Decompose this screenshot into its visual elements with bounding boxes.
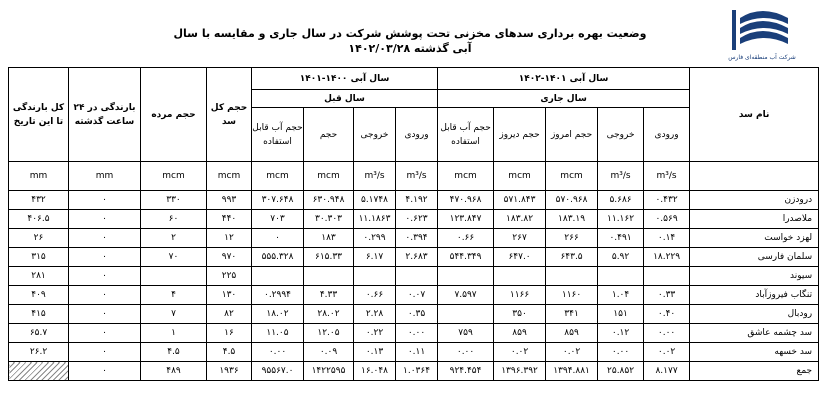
cell-name: سد خسهه [690, 343, 819, 362]
table-row [9, 343, 819, 362]
cell-p_vol: ۳۰.۳۰۳ [304, 210, 354, 229]
cell-p_vol: ۴.۳۳ [304, 286, 354, 305]
cell-dead: ۷ [141, 305, 207, 324]
cell-dead: ۴ [141, 286, 207, 305]
total-rain-header: کل بارندگی تا این تاریخ [9, 68, 69, 162]
cell-c_vyest: ۵۷۱.۸۴۳ [494, 191, 546, 210]
total-c-vyest: ۱۳۹۶.۳۹۲ [494, 362, 546, 381]
cell-p_usable: ۰ [252, 229, 304, 248]
report-title [170, 26, 650, 56]
cell-p_usable: ۰.۰۰ [252, 343, 304, 362]
cell-c_usable [438, 305, 494, 324]
cell-c_vtoday: ۲۶۶ [546, 229, 598, 248]
cell-p_usable: ۳۰۷.۶۴۸ [252, 191, 304, 210]
cell-total: ۲۲۵ [207, 267, 252, 286]
cur-inflow-header: ورودی [644, 108, 690, 162]
cell-c_vyest [494, 267, 546, 286]
cell-c_out [598, 267, 644, 286]
cell-c_in: ۰.۱۴ [644, 229, 690, 248]
cell-c_in: ۱۸.۲۲۹ [644, 248, 690, 267]
total-dead: ۴۸۹ [141, 362, 207, 381]
total-label: جمع [690, 362, 819, 381]
table-row [9, 210, 819, 229]
cur-usable-header: حجم آب قابل استفاده [438, 108, 494, 162]
cell-c_vyest: ۳۵۰ [494, 305, 546, 324]
cell-c_in [644, 267, 690, 286]
cell-name: درودزن [690, 191, 819, 210]
logo-caption: شرکت آب منطقه‌ای فارس [728, 54, 796, 61]
prev-usable-header: حجم آب قابل استفاده [252, 108, 304, 162]
cell-dead [141, 267, 207, 286]
dam-status-table [8, 67, 819, 381]
table-row [9, 248, 819, 267]
total-c-usable: ۹۲۴.۴۵۴ [438, 362, 494, 381]
cell-name: تنگاب فیروزآباد [690, 286, 819, 305]
cell-total: ۴۴۰ [207, 210, 252, 229]
unit-mcm: mcm [141, 162, 207, 191]
cur-outflow-header: خروجی [598, 108, 644, 162]
previous-year-sub-header: سال قبل [252, 90, 438, 108]
cell-rain24: ۰ [69, 191, 141, 210]
cell-c_vtoday [546, 267, 598, 286]
cell-c_vtoday: ۰.۰۲ [546, 343, 598, 362]
cell-p_out: ۰.۲۲ [354, 324, 396, 343]
cell-c_vtoday: ۱۸۳.۱۹ [546, 210, 598, 229]
cell-c_vtoday: ۵۷۰.۹۶۸ [546, 191, 598, 210]
cell-name: سیوند [690, 267, 819, 286]
cell-p_in [396, 267, 438, 286]
cell-p_usable: ۵۵۵.۳۲۸ [252, 248, 304, 267]
table-row [9, 324, 819, 343]
cell-p_vol: ۰.۰۹ [304, 343, 354, 362]
cell-c_out: ۵.۹۲ [598, 248, 644, 267]
cell-c_usable: ۵۴۴.۳۴۹ [438, 248, 494, 267]
cell-p_vol: ۱۲.۰۵ [304, 324, 354, 343]
cell-total: ۱۳۰ [207, 286, 252, 305]
cell-p_out: ۱۱.۱۸۶۳ [354, 210, 396, 229]
cell-p_vol: ۶۱۵.۳۳ [304, 248, 354, 267]
cell-total: ۴.۵ [207, 343, 252, 362]
cell-c_in: ۰.۴۰ [644, 305, 690, 324]
cell-c_vtoday: ۱۱۶۰ [546, 286, 598, 305]
total-p-usable: ۹۵۵۶۷.۰ [252, 362, 304, 381]
dam-name-header: نام سد [690, 68, 819, 162]
cell-c_out: ۵.۶۸۶ [598, 191, 644, 210]
cell-p_usable: ۱۸.۰۲ [252, 305, 304, 324]
cell-c_out: ۰.۰۰ [598, 343, 644, 362]
cell-p_out: ۰.۶۶ [354, 286, 396, 305]
cell-dead: ۶۰ [141, 210, 207, 229]
unit-m3s: m³/s [644, 162, 690, 191]
unit-empty [690, 162, 819, 191]
cell-c_usable: ۷۵۹ [438, 324, 494, 343]
cell-c_in: ۰.۴۳۲ [644, 191, 690, 210]
cell-p_out: ۵.۱۷۴۸ [354, 191, 396, 210]
table-row [9, 267, 819, 286]
total-total: ۱۹۳۶ [207, 362, 252, 381]
cell-name: سلمان فارسی [690, 248, 819, 267]
cell-dead: ۷۰ [141, 248, 207, 267]
prev-inflow-header: ورودی [396, 108, 438, 162]
cell-p_vol [304, 267, 354, 286]
cell-p_in: ۰.۰۷ [396, 286, 438, 305]
cell-p_out: ۶.۱۷ [354, 248, 396, 267]
total-c-in: ۸.۱۷۷ [644, 362, 690, 381]
cell-name: رودبال [690, 305, 819, 324]
total-rain-hatch [9, 362, 69, 381]
total-row [9, 362, 819, 381]
table-row [9, 229, 819, 248]
cell-rain24: ۰ [69, 343, 141, 362]
cell-rain24: ۰ [69, 229, 141, 248]
cell-c_out: ۱۱.۱۶۲ [598, 210, 644, 229]
cell-c_vtoday: ۸۵۹ [546, 324, 598, 343]
total-rain24: ۰ [69, 362, 141, 381]
unit-mcm: mcm [438, 162, 494, 191]
cell-rain24: ۰ [69, 305, 141, 324]
cell-c_usable: ۷.۵۹۷ [438, 286, 494, 305]
table-row [9, 191, 819, 210]
cell-p_usable: ۰.۲۹۹۴ [252, 286, 304, 305]
unit-mcm: mcm [252, 162, 304, 191]
cell-total: ۱۶ [207, 324, 252, 343]
cell-dead: ۳۳۰ [141, 191, 207, 210]
cell-p_usable: ۱۱.۰۵ [252, 324, 304, 343]
cell-name: ملاصدرا [690, 210, 819, 229]
unit-mm: mm [69, 162, 141, 191]
cell-c_usable: ۰.۰۰ [438, 343, 494, 362]
cell-c_out: ۱۵۱ [598, 305, 644, 324]
cell-c_usable: ۰.۶۶ [438, 229, 494, 248]
cell-c_in: ۰.۰۰ [644, 324, 690, 343]
cell-c_out: ۰.۱۲ [598, 324, 644, 343]
total-c-out: ۲۵.۸۵۲ [598, 362, 644, 381]
cell-rain: ۴۰۶.۵ [9, 210, 69, 229]
unit-mcm: mcm [546, 162, 598, 191]
cell-p_in: ۰.۳۹۴ [396, 229, 438, 248]
dead-volume-header: حجم مرده [141, 68, 207, 162]
cell-rain: ۲۶.۲ [9, 343, 69, 362]
table-row [9, 305, 819, 324]
cell-rain24: ۰ [69, 324, 141, 343]
report-title-line1: وضعیت بهره برداری سدهای مخزنی تحت پوشش شرکت در سال جاری و مقایسه با سال آبی گذشته ۱۴۰۲/۰۳/۲۸ [173, 27, 647, 55]
total-p-vol: ۱۴۲۲۵۹۵ [304, 362, 354, 381]
cur-vol-yesterday-header: حجم دیروز [494, 108, 546, 162]
total-p-out: ۱۶.۰۴۸ [354, 362, 396, 381]
cell-rain24: ۰ [69, 286, 141, 305]
cell-name: لهزد خواست [690, 229, 819, 248]
current-year-group-header: سال آبی ۱۴۰۱-۱۴۰۲ [438, 68, 690, 90]
cell-c_vyest: ۸۵۹ [494, 324, 546, 343]
prev-outflow-header: خروجی [354, 108, 396, 162]
cur-vol-today-header: حجم امروز [546, 108, 598, 162]
cell-rain: ۶۵.۷ [9, 324, 69, 343]
current-year-sub-header: سال جاری [438, 90, 690, 108]
unit-m3s: m³/s [354, 162, 396, 191]
cell-c_usable: ۴۷۰.۹۶۸ [438, 191, 494, 210]
cell-p_out: ۰.۲۹۹ [354, 229, 396, 248]
cell-rain: ۴۱۵ [9, 305, 69, 324]
unit-m3s: m³/s [598, 162, 644, 191]
cell-p_out [354, 267, 396, 286]
cell-c_usable: ۱۲۳.۸۴۷ [438, 210, 494, 229]
cell-total: ۸۲ [207, 305, 252, 324]
cell-total: ۹۹۳ [207, 191, 252, 210]
cell-p_usable: ۷۰۳ [252, 210, 304, 229]
cell-c_in: ۰.۵۶۹ [644, 210, 690, 229]
unit-mm: mm [9, 162, 69, 191]
cell-c_vyest: ۱۱۶۶ [494, 286, 546, 305]
cell-p_vol: ۶۳۰.۹۴۸ [304, 191, 354, 210]
total-dam-volume-header: حجم کل سد [207, 68, 252, 162]
prev-volume-header: حجم [304, 108, 354, 162]
cell-dead: ۲ [141, 229, 207, 248]
rain-24h-header: بارندگی در ۲۴ ساعت گذشته [69, 68, 141, 162]
cell-total: ۱۲ [207, 229, 252, 248]
cell-p_usable [252, 267, 304, 286]
cell-dead: ۴.۵ [141, 343, 207, 362]
unit-mcm: mcm [494, 162, 546, 191]
cell-c_out: ۱.۰۴ [598, 286, 644, 305]
cell-rain: ۲۸۱ [9, 267, 69, 286]
cell-rain: ۴۳۲ [9, 191, 69, 210]
cell-rain24: ۰ [69, 267, 141, 286]
cell-rain24: ۰ [69, 210, 141, 229]
cell-c_vyest: ۲۶۷ [494, 229, 546, 248]
total-p-in: ۱.۰۳۶۴ [396, 362, 438, 381]
cell-p_out: ۰.۱۳ [354, 343, 396, 362]
cell-p_in: ۰.۳۵ [396, 305, 438, 324]
cell-c_vtoday: ۶۴۳.۵ [546, 248, 598, 267]
cell-p_in: ۰.۱۱ [396, 343, 438, 362]
cell-p_vol: ۲۸.۰۲ [304, 305, 354, 324]
unit-mcm: mcm [304, 162, 354, 191]
cell-rain: ۲۶ [9, 229, 69, 248]
cell-c_vyest: ۰.۰۲ [494, 343, 546, 362]
cell-name: سد چشمه عاشق [690, 324, 819, 343]
cell-c_vtoday: ۳۴۱ [546, 305, 598, 324]
cell-p_vol: ۱۸۳ [304, 229, 354, 248]
cell-rain: ۴۰۹ [9, 286, 69, 305]
cell-p_out: ۲.۲۸ [354, 305, 396, 324]
previous-year-group-header: سال آبی ۱۴۰۰-۱۴۰۱ [252, 68, 438, 90]
table-row [9, 286, 819, 305]
cell-rain24: ۰ [69, 248, 141, 267]
cell-total: ۹۷۰ [207, 248, 252, 267]
cell-c_in: ۰.۳۳ [644, 286, 690, 305]
cell-c_vyest: ۶۴۷.۰ [494, 248, 546, 267]
cell-p_in: ۰.۶۲۳ [396, 210, 438, 229]
cell-p_in: ۴.۱۹۲ [396, 191, 438, 210]
cell-c_out: ۰.۴۹۱ [598, 229, 644, 248]
cell-c_usable [438, 267, 494, 286]
cell-c_in: ۰.۰۲ [644, 343, 690, 362]
unit-m3s: m³/s [396, 162, 438, 191]
cell-p_in: ۰.۰۰ [396, 324, 438, 343]
cell-rain: ۳۱۵ [9, 248, 69, 267]
total-c-vtoday: ۱۳۹۴.۸۸۱ [546, 362, 598, 381]
cell-c_vyest: ۱۸۳.۸۲ [494, 210, 546, 229]
cell-p_in: ۲.۶۸۳ [396, 248, 438, 267]
cell-dead: ۱ [141, 324, 207, 343]
unit-mcm: mcm [207, 162, 252, 191]
